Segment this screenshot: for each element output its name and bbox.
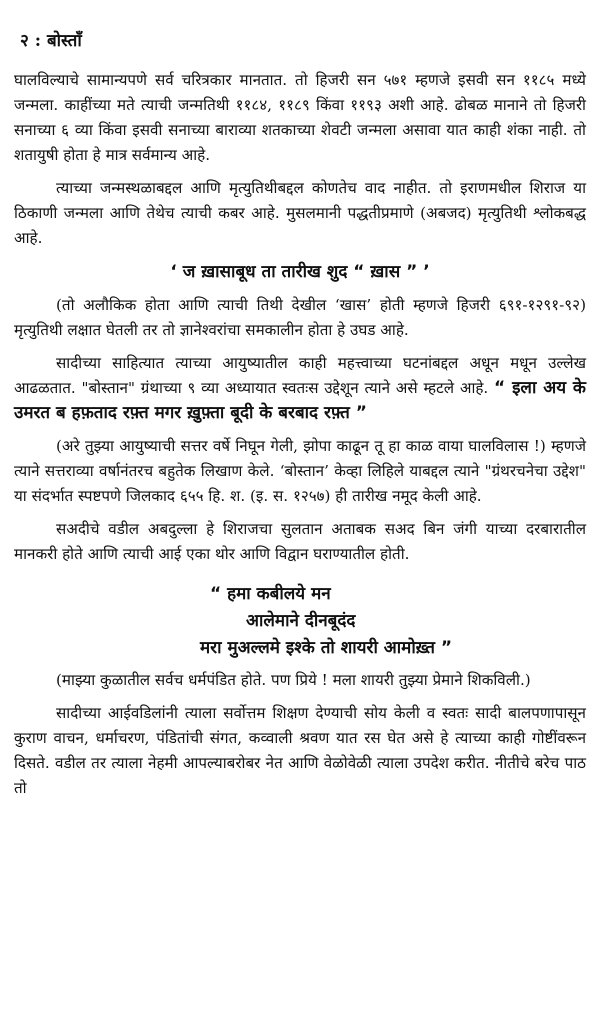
couplet-line-2: आलेमाने दीनबूदंद: [246, 611, 356, 631]
paragraph-2: त्याच्या जन्मस्थळाबद्दल आणि मृत्युतिथीबद्दल कोणतेच वाद नाहीत. तो इराणमधील शिराज या ठिकाणी जन्मला आणि तेथेच त्याची कबर आहे. मुसलमानी पद्धतीप्रमाणे (अबजद) मृत्युतिथी श्लोकबद्ध आहे.: [14, 179, 586, 247]
couplet-line-1: “ हमा कबीलये मन: [210, 584, 331, 604]
paragraph-4-text: सादीच्या साहित्यात त्याच्या आयुष्यातील काही महत्त्वाच्या घटनांबद्दल अधून मधून उल्लेख आढळतात. "बोस्तान" ग्रंथाच्या ९ व्या अध्यायात स्वतःस उद्देशून त्याने असे म्हटले आहे.: [14, 354, 586, 397]
persian-couplet: [14, 581, 586, 662]
paragraph-8: सादीच्या आईवडिलांनी त्याला सर्वोत्तम शिक्षण देण्याची सोय केली व स्वतः सादी बालपणापासून कुराण वाचन, धर्माचरण, पंडितांची संगत, कव्वाली श्रवण यात रस घेत असे हे त्याच्या काही गोष्टींवरून दिसते. वडील तर त्याला नेहमी आपल्याबरोबर नेत आणि वेळोवेळी त्याला उपदेश करीत. नीतीचे बरेच पाठ तो: [14, 704, 586, 797]
paragraph-3: (तो अलौकिक होता आणि त्याची तिथी देखील ‘खास’ होती म्हणजे हिजरी ६९१-१२९१-९२) मृत्युतिथी लक्षात घेतली तर तो ज्ञानेश्वरांचा समकालीन होता हे उघड आहे.: [14, 296, 586, 339]
paragraph-4: [14, 351, 586, 426]
paragraph-1: घालविल्याचे सामान्यपणे सर्व चरित्रकार मानतात. तो हिजरी सन ५७१ म्हणजे इसवी सन ११८५ मध्ये जन्मला. काहींच्या मते त्याची जन्मतिथी ११८४, ११८९ किंवा ११९३ अशी आहे. ढोबळ मानाने तो हिजरी सनाच्या ६ व्या किंवा इसवी सनाच्या बाराव्या शतकाच्या शेवटी जन्मला असावा यात काही शंका नाही. तो शतायुषी होता हे मात्र सर्वमान्य आहे.: [14, 71, 586, 164]
persian-quote-1: ‘ ज ख़ासाबूध ता तारीख शुद “ ख़ास ” ’: [170, 262, 430, 282]
running-head: २ : बोस्ताँ: [20, 31, 82, 51]
paragraph-5: (अरे तुझ्या आयुष्याची सत्तर वर्षे निघून गेली, झोपा काढून तू हा काळ वाया घालविलास !) म्हणजे त्याने सत्तराव्या वर्षानंतरच बहुतेक लिखाण केले. ‘बोस्तान’ केव्हा लिहिले याबद्दल त्याने "ग्रंथरचनेचा उद्देश" या संदर्भात स्पष्टपणे जिलकाद ६५५ हि. श. (इ. स. १२५७) ही तारीख नमूद केली आहे.: [14, 437, 586, 505]
persian-quote-2: “ इला अय के उमरत ब हफ़ताद रफ़्त मगर ख़ुफ़्ता बूदी के बरबाद रफ़्त ”: [14, 378, 586, 423]
paragraph-7: (माझ्या कुळातील सर्वच धर्मपंडित होते. पण प्रिये ! मला शायरी तुझ्या प्रेमाने शिकविली.): [56, 671, 531, 689]
paragraph-6: सअदीचे वडील अबदुल्ला हे शिराजचा सुलतान अताबक सअद बिन जंगी याच्या दरबारातील मानकरी होते आणि त्याची आई एका थोर आणि विद्वान घराण्यातील होती.: [14, 520, 586, 563]
couplet-line-3: मरा मुअल्लमे इश्के तो शायरी आमोख़्त ”: [200, 638, 453, 658]
